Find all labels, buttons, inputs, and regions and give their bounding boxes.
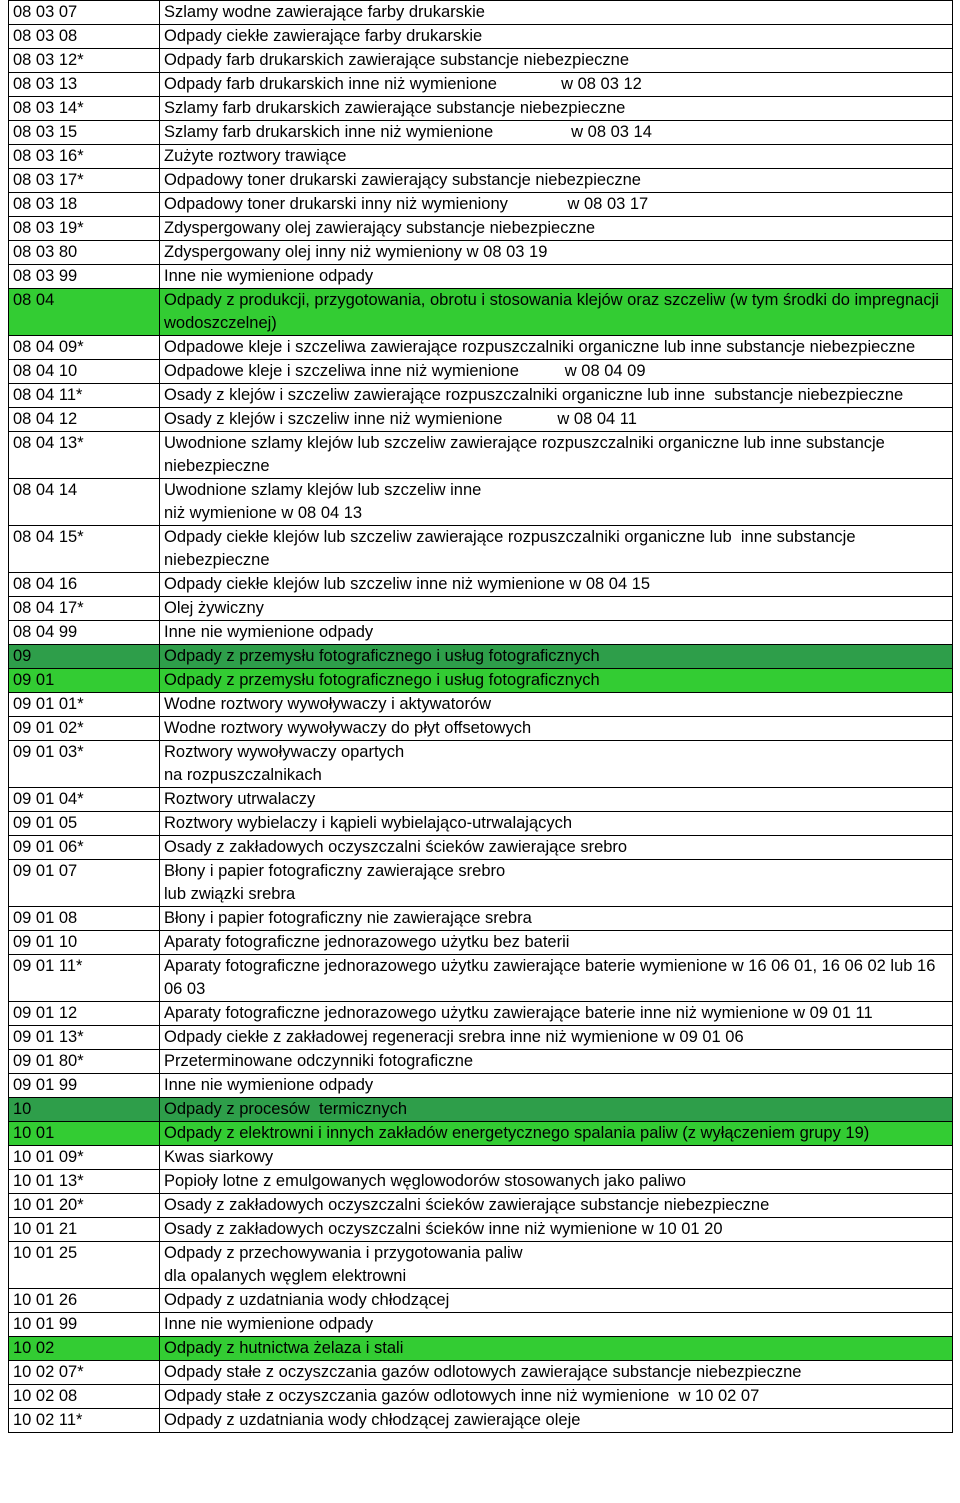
- table-row: [9, 836, 953, 860]
- category-row: [9, 645, 953, 669]
- waste-description-cell: Osady z zakładowych oczyszczalni ścieków zawierające srebro: [160, 836, 953, 860]
- waste-description-cell: Szlamy farb drukarskich zawierające substancje niebezpieczne: [160, 97, 953, 121]
- waste-code-cell: 08 04: [9, 289, 160, 336]
- waste-code-cell: 10 02 07*: [9, 1361, 160, 1385]
- waste-description-cell: Odpady farb drukarskich inne niż wymienione w 08 03 12: [160, 73, 953, 97]
- waste-code-cell: 10 02: [9, 1337, 160, 1361]
- waste-description-cell: Błony i papier fotograficzny nie zawierające srebra: [160, 907, 953, 931]
- waste-code-cell: 10 01 26: [9, 1289, 160, 1313]
- table-row: [9, 597, 953, 621]
- table-row: [9, 121, 953, 145]
- table-row: [9, 955, 953, 1002]
- category-row: [9, 669, 953, 693]
- category-row: [9, 1122, 953, 1146]
- waste-description-cell: Szlamy wodne zawierające farby drukarskie: [160, 1, 953, 25]
- table-row: [9, 265, 953, 289]
- waste-description-cell: Osady z zakładowych oczyszczalni ścieków zawierające substancje niebezpieczne: [160, 1194, 953, 1218]
- waste-code-cell: 08 03 15: [9, 121, 160, 145]
- table-row: [9, 1385, 953, 1409]
- waste-code-cell: 08 04 17*: [9, 597, 160, 621]
- waste-code-cell: 10 01: [9, 1122, 160, 1146]
- waste-code-cell: 10 01 99: [9, 1313, 160, 1337]
- waste-description-cell: Osady z klejów i szczeliw inne niż wymienione w 08 04 11: [160, 408, 953, 432]
- waste-code-cell: 08 04 10: [9, 360, 160, 384]
- table-row: [9, 907, 953, 931]
- waste-description-cell: Wodne roztwory wywoływaczy do płyt offsetowych: [160, 717, 953, 741]
- table-row: [9, 1289, 953, 1313]
- waste-code-cell: 09 01 10: [9, 931, 160, 955]
- waste-description-cell: Odpady ciekłe klejów lub szczeliw inne niż wymienione w 08 04 15: [160, 573, 953, 597]
- table-row: [9, 145, 953, 169]
- waste-description-cell: Odpady z uzdatniania wody chłodzącej: [160, 1289, 953, 1313]
- table-row: [9, 360, 953, 384]
- table-row: [9, 573, 953, 597]
- category-row: [9, 1098, 953, 1122]
- table-row: [9, 1242, 953, 1289]
- waste-description-cell: Odpady z uzdatniania wody chłodzącej zawierające oleje: [160, 1409, 953, 1433]
- waste-code-cell: 08 03 16*: [9, 145, 160, 169]
- waste-code-cell: 09 01 01*: [9, 693, 160, 717]
- waste-code-cell: 08 03 14*: [9, 97, 160, 121]
- waste-description-cell: Kwas siarkowy: [160, 1146, 953, 1170]
- table-row: [9, 169, 953, 193]
- waste-description-cell: Aparaty fotograficzne jednorazowego użytku bez baterii: [160, 931, 953, 955]
- table-row: [9, 1, 953, 25]
- waste-code-cell: 08 04 14: [9, 479, 160, 526]
- waste-code-cell: 10: [9, 1098, 160, 1122]
- waste-description-cell: Błony i papier fotograficzny zawierające srebro lub związki srebra: [160, 860, 953, 907]
- waste-description-cell: Szlamy farb drukarskich inne niż wymienione w 08 03 14: [160, 121, 953, 145]
- waste-description-cell: Osady z zakładowych oczyszczalni ścieków inne niż wymienione w 10 01 20: [160, 1218, 953, 1242]
- waste-code-cell: 09 01 02*: [9, 717, 160, 741]
- waste-code-cell: 09 01 05: [9, 812, 160, 836]
- table-row: [9, 241, 953, 265]
- waste-description-cell: Odpadowy toner drukarski inny niż wymieniony w 08 03 17: [160, 193, 953, 217]
- table-row: [9, 1026, 953, 1050]
- waste-code-cell: 08 03 18: [9, 193, 160, 217]
- waste-code-cell: 08 03 13: [9, 73, 160, 97]
- table-row: [9, 1170, 953, 1194]
- waste-code-cell: 08 03 17*: [9, 169, 160, 193]
- waste-description-cell: Inne nie wymienione odpady: [160, 1313, 953, 1337]
- waste-description-cell: Odpady ciekłe zawierające farby drukarskie: [160, 25, 953, 49]
- waste-code-cell: 10 01 13*: [9, 1170, 160, 1194]
- waste-code-cell: 09: [9, 645, 160, 669]
- table-row: [9, 25, 953, 49]
- table-row: [9, 717, 953, 741]
- waste-code-cell: 09 01 04*: [9, 788, 160, 812]
- waste-code-cell: 08 03 80: [9, 241, 160, 265]
- waste-code-cell: 08 04 13*: [9, 432, 160, 479]
- table-row: [9, 49, 953, 73]
- waste-description-cell: Odpadowy toner drukarski zawierający substancje niebezpieczne: [160, 169, 953, 193]
- waste-description-cell: Wodne roztwory wywoływaczy i aktywatorów: [160, 693, 953, 717]
- waste-description-cell: Roztwory wywoływaczy opartych na rozpuszczalnikach: [160, 741, 953, 788]
- waste-code-cell: 09 01 03*: [9, 741, 160, 788]
- waste-code-cell: 09 01 80*: [9, 1050, 160, 1074]
- table-row: [9, 741, 953, 788]
- table-row: [9, 479, 953, 526]
- waste-code-cell: 09 01 11*: [9, 955, 160, 1002]
- waste-description-cell: Zdyspergowany olej inny niż wymieniony w 08 03 19: [160, 241, 953, 265]
- waste-description-cell: Odpady stałe z oczyszczania gazów odlotowych zawierające substancje niebezpieczne: [160, 1361, 953, 1385]
- waste-description-cell: Odpady z przemysłu fotograficznego i usług fotograficznych: [160, 645, 953, 669]
- table-row: [9, 526, 953, 573]
- table-row: [9, 336, 953, 360]
- table-row: [9, 384, 953, 408]
- waste-description-cell: Odpady farb drukarskich zawierające substancje niebezpieczne: [160, 49, 953, 73]
- waste-description-cell: Inne nie wymienione odpady: [160, 1074, 953, 1098]
- waste-code-cell: 10 01 09*: [9, 1146, 160, 1170]
- waste-description-cell: Inne nie wymienione odpady: [160, 621, 953, 645]
- waste-code-cell: 09 01 12: [9, 1002, 160, 1026]
- waste-code-cell: 09 01 07: [9, 860, 160, 907]
- waste-code-cell: 10 02 11*: [9, 1409, 160, 1433]
- table-row: [9, 217, 953, 241]
- waste-description-cell: Inne nie wymienione odpady: [160, 265, 953, 289]
- waste-description-cell: Odpadowe kleje i szczeliwa inne niż wymienione w 08 04 09: [160, 360, 953, 384]
- table-row: [9, 97, 953, 121]
- table-row: [9, 73, 953, 97]
- waste-code-document: [8, 0, 952, 1433]
- waste-description-cell: Osady z klejów i szczeliw zawierające rozpuszczalniki organiczne lub inne substancje niebezpieczne: [160, 384, 953, 408]
- waste-description-cell: Aparaty fotograficzne jednorazowego użytku zawierające baterie inne niż wymienione w 09 01 11: [160, 1002, 953, 1026]
- waste-description-cell: Odpady z przemysłu fotograficznego i usług fotograficznych: [160, 669, 953, 693]
- table-row: [9, 1218, 953, 1242]
- table-row: [9, 693, 953, 717]
- waste-description-cell: Przeterminowane odczynniki fotograficzne: [160, 1050, 953, 1074]
- waste-code-cell: 09 01 06*: [9, 836, 160, 860]
- waste-code-cell: 09 01: [9, 669, 160, 693]
- waste-code-cell: 08 04 16: [9, 573, 160, 597]
- waste-description-cell: Popioły lotne z emulgowanych węglowodorów stosowanych jako paliwo: [160, 1170, 953, 1194]
- waste-code-cell: 10 01 21: [9, 1218, 160, 1242]
- waste-code-cell: 08 03 08: [9, 25, 160, 49]
- table-row: [9, 1146, 953, 1170]
- category-row: [9, 1337, 953, 1361]
- table-row: [9, 621, 953, 645]
- waste-code-cell: 08 03 07: [9, 1, 160, 25]
- table-row: [9, 193, 953, 217]
- waste-description-cell: Odpady z procesów termicznych: [160, 1098, 953, 1122]
- waste-code-cell: 10 01 25: [9, 1242, 160, 1289]
- waste-description-cell: Roztwory utrwalaczy: [160, 788, 953, 812]
- waste-description-cell: Aparaty fotograficzne jednorazowego użytku zawierające baterie wymienione w 16 06 01, 16 06 02 lub 16 06 03: [160, 955, 953, 1002]
- waste-code-cell: 08 04 15*: [9, 526, 160, 573]
- table-row: [9, 1361, 953, 1385]
- table-row: [9, 432, 953, 479]
- waste-description-cell: Roztwory wybielaczy i kąpieli wybielająco-utrwalających: [160, 812, 953, 836]
- waste-description-cell: Odpady z elektrowni i innych zakładów energetycznego spalania paliw (z wyłączeniem grupy 19): [160, 1122, 953, 1146]
- waste-code-cell: 08 03 19*: [9, 217, 160, 241]
- table-row: [9, 1313, 953, 1337]
- waste-description-cell: Odpady z przechowywania i przygotowania paliw dla opalanych węglem elektrowni: [160, 1242, 953, 1289]
- waste-description-cell: Odpady ciekłe z zakładowej regeneracji srebra inne niż wymienione w 09 01 06: [160, 1026, 953, 1050]
- waste-code-cell: 08 03 12*: [9, 49, 160, 73]
- waste-code-cell: 10 02 08: [9, 1385, 160, 1409]
- waste-description-cell: Zużyte roztwory trawiące: [160, 145, 953, 169]
- table-row: [9, 931, 953, 955]
- waste-code-cell: 08 03 99: [9, 265, 160, 289]
- waste-description-cell: Uwodnione szlamy klejów lub szczeliw zawierające rozpuszczalniki organiczne lub inne substancje niebezpieczne: [160, 432, 953, 479]
- table-row: [9, 1409, 953, 1433]
- table-row: [9, 788, 953, 812]
- waste-code-cell: 10 01 20*: [9, 1194, 160, 1218]
- waste-code-cell: 08 04 09*: [9, 336, 160, 360]
- category-row: [9, 289, 953, 336]
- waste-description-cell: Odpady ciekłe klejów lub szczeliw zawierające rozpuszczalniki organiczne lub inne substancje niebezpieczne: [160, 526, 953, 573]
- table-row: [9, 1074, 953, 1098]
- table-row: [9, 860, 953, 907]
- table-row: [9, 408, 953, 432]
- table-row: [9, 1194, 953, 1218]
- waste-description-cell: Odpady z produkcji, przygotowania, obrotu i stosowania klejów oraz szczeliw (w tym środki do impregnacji wodoszczelnej): [160, 289, 953, 336]
- table-row: [9, 1002, 953, 1026]
- waste-code-table-body: [9, 1, 953, 1433]
- waste-code-cell: 08 04 11*: [9, 384, 160, 408]
- waste-code-table: [8, 0, 953, 1433]
- waste-description-cell: Odpady stałe z oczyszczania gazów odlotowych inne niż wymienione w 10 02 07: [160, 1385, 953, 1409]
- waste-code-cell: 08 04 99: [9, 621, 160, 645]
- waste-description-cell: Olej żywiczny: [160, 597, 953, 621]
- waste-code-cell: 09 01 99: [9, 1074, 160, 1098]
- waste-description-cell: Zdyspergowany olej zawierający substancje niebezpieczne: [160, 217, 953, 241]
- table-row: [9, 1050, 953, 1074]
- waste-description-cell: Odpady z hutnictwa żelaza i stali: [160, 1337, 953, 1361]
- waste-code-cell: 09 01 08: [9, 907, 160, 931]
- waste-description-cell: Uwodnione szlamy klejów lub szczeliw inne niż wymienione w 08 04 13: [160, 479, 953, 526]
- waste-code-cell: 08 04 12: [9, 408, 160, 432]
- table-row: [9, 812, 953, 836]
- waste-description-cell: Odpadowe kleje i szczeliwa zawierające rozpuszczalniki organiczne lub inne substancje niebezpieczne: [160, 336, 953, 360]
- waste-code-cell: 09 01 13*: [9, 1026, 160, 1050]
